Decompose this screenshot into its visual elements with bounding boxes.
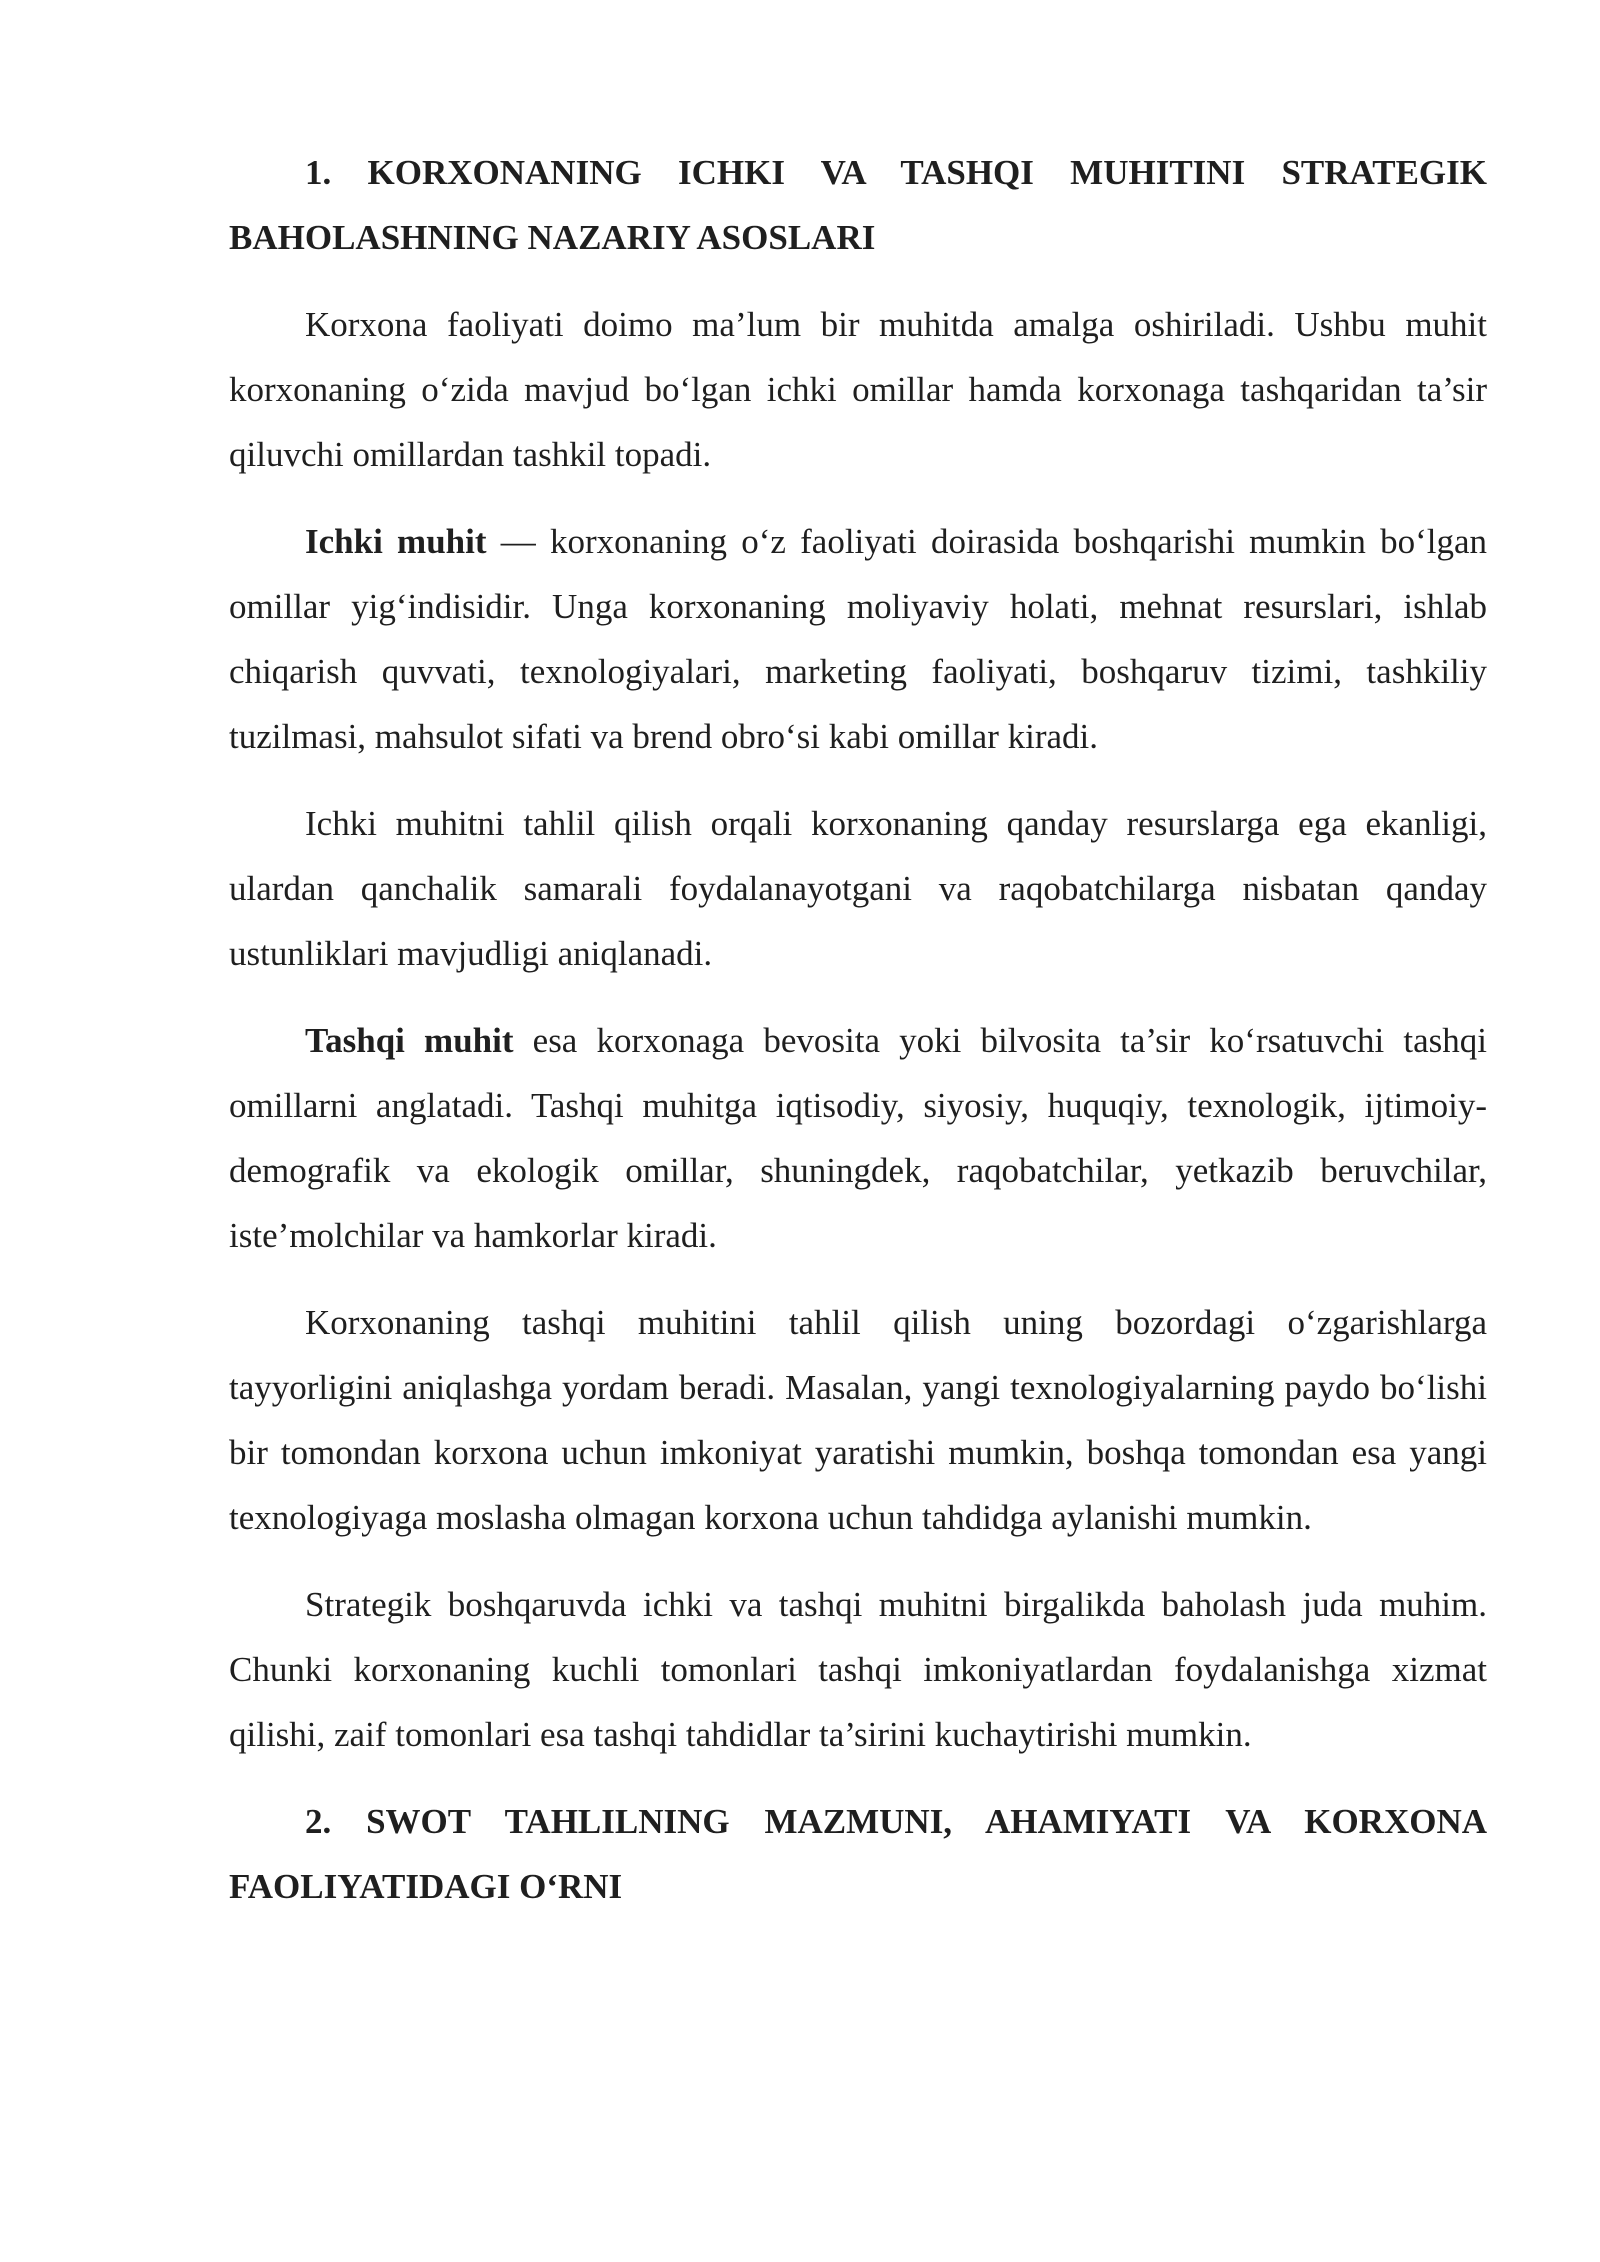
paragraph-internal-environment-text: — korxonaning o‘z faoliyati doirasida boshqarishi mumkin bo‘lgan omillar yig‘indisidir. Unga korxonaning moliyaviy holati, mehnat resurslari, ishlab chiqarish quvvati, texnologiyalari, marketing faoliyati, boshqaruv tizimi, tashkiliy tuzilmasi, mahsulot sifati va brend obro‘si kabi omillar kiradi. (229, 522, 1488, 756)
paragraph-external-environment (229, 1008, 1487, 1268)
paragraph-external-environment-text: esa korxonaga bevosita yoki bilvosita ta’sir ko‘rsatuvchi tashqi omillarni anglatadi. Tashqi muhitga iqtisodiy, siyosiy, huquqiy, texnologik, ijtimoiy-demografik va ekologik omillar, shuningdek, raqobatchilar, yetkazib beruvchilar, iste’molchilar va hamkorlar kiradi. (229, 1021, 1487, 1255)
paragraph-strategic-evaluation: Strategik boshqaruvda ichki va tashqi muhitni birgalikda baholash juda muhim. Chunki korxonaning kuchli tomonlari tashqi imkoniyatlardan foydalanishga xizmat qilishi, zaif tomonlari esa tashqi tahdidlar ta’sirini kuchaytirishi mumkin. (229, 1585, 1487, 1754)
document-page (229, 140, 1487, 1941)
paragraph-intro: Korxona faoliyati doimo ma’lum bir muhitda amalga oshiriladi. Ushbu muhit korxonaning o‘zida mavjud bo‘lgan ichki omillar hamda korxonaga tashqaridan ta’sir qiluvchi omillardan tashkil topadi. (229, 305, 1487, 474)
paragraph-external-analysis: Korxonaning tashqi muhitini tahlil qilish uning bozordagi o‘zgarishlarga tayyorligini aniqlashga yordam beradi. Masalan, yangi texnologiyalarning paydo bo‘lishi bir tomondan korxona uchun imkoniyat yaratishi mumkin, boshqa tomondan esa yangi texnologiyaga moslasha olmagan korxona uchun tahdidga aylanishi mumkin. (229, 1303, 1487, 1537)
section-2-heading: 2. SWOT TAHLILNING MAZMUNI, AHAMIYATI VA KORXONA FAOLIYATIDAGI O‘RNI (229, 1802, 1487, 1906)
section-1-heading: 1. KORXONANING ICHKI VA TASHQI MUHITINI STRATEGIK BAHOLASHNING NAZARIY ASOSLARI (229, 153, 1487, 257)
paragraph-internal-analysis: Ichki muhitni tahlil qilish orqali korxonaning qanday resurslarga ega ekanligi, ulardan qanchalik samarali foydalanayotgani va raqobatchilarga nisbatan qanday ustunliklari mavjudligi aniqlanadi. (229, 804, 1487, 973)
paragraph-internal-environment (229, 509, 1487, 769)
term-external-environment: Tashqi muhit (305, 1021, 514, 1060)
term-internal-environment: Ichki muhit (305, 522, 487, 561)
